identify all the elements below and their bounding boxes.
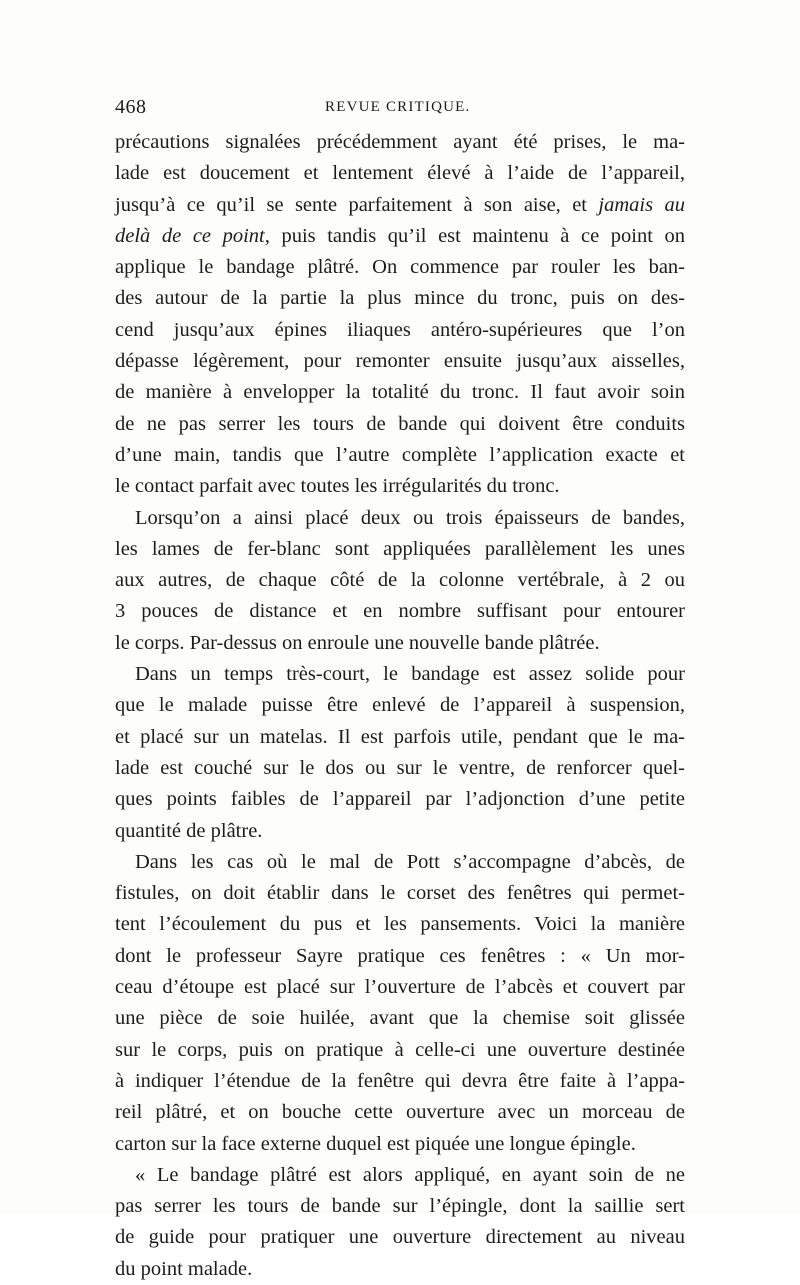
text-line bbox=[115, 1066, 685, 1097]
text-line bbox=[115, 440, 685, 471]
line-text: Dans les cas où le mal de Pott s’accompagne d’abcès, de bbox=[135, 850, 685, 873]
paragraph bbox=[115, 127, 685, 503]
line-text: « Le bandage plâtré est alors appliqué, en ayant soin de ne bbox=[135, 1163, 685, 1186]
paragraph bbox=[115, 1160, 685, 1285]
line-text: Dans un temps très-court, le bandage est assez solide pour bbox=[135, 663, 685, 686]
line-text: 3 pouces de distance et en nombre suffisant pour entourer bbox=[115, 600, 685, 623]
text-line bbox=[115, 1254, 685, 1285]
text-line bbox=[115, 1191, 685, 1222]
italic-text: delà de ce point, bbox=[115, 224, 270, 247]
line-text: cend jusqu’aux épines iliaques antéro-supérieures que l’on bbox=[115, 318, 685, 341]
running-head bbox=[115, 96, 685, 126]
line-text: tent l’écoulement du pus et les pansements. Voici la manière bbox=[115, 913, 685, 936]
text-line bbox=[115, 596, 685, 627]
text-line bbox=[115, 753, 685, 784]
text-line bbox=[115, 346, 685, 377]
text-line bbox=[115, 377, 685, 408]
italic-text: jamais au bbox=[598, 193, 685, 216]
text-line bbox=[115, 659, 685, 690]
text-line bbox=[115, 534, 685, 565]
line-text: de guide pour pratiquer une ouverture directement au niveau bbox=[115, 1226, 685, 1249]
text-line bbox=[115, 127, 685, 158]
text-line bbox=[115, 1003, 685, 1034]
text-line bbox=[115, 315, 685, 346]
paragraph bbox=[115, 503, 685, 659]
line-text: sur le corps, puis on pratique à celle-ci une ouverture destinée bbox=[115, 1038, 685, 1061]
line-text: que le malade puisse être enlevé de l’appareil à suspension, bbox=[115, 694, 685, 717]
line-text: dépasse légèrement, pour remonter ensuite jusqu’aux aisselles, bbox=[115, 350, 685, 373]
line-text: lade est couché sur le dos ou sur le ventre, de renforcer quel- bbox=[115, 756, 685, 779]
line-text: une pièce de soie huilée, avant que la chemise soit glissée bbox=[115, 1007, 685, 1030]
text-line bbox=[115, 690, 685, 721]
line-text: pas serrer les tours de bande sur l’épingle, dont la saillie sert bbox=[115, 1195, 685, 1218]
text-line bbox=[115, 503, 685, 534]
line-text: Lorsqu’on a ainsi placé deux ou trois épaisseurs de bandes, bbox=[135, 506, 685, 529]
line-text: précautions signalées précédemment ayant été prises, le ma- bbox=[115, 131, 685, 153]
text-line bbox=[115, 158, 685, 189]
line-text: à indiquer l’étendue de la fenêtre qui devra être faite à l’appa- bbox=[115, 1069, 685, 1092]
line-text: carton sur la face externe duquel est piquée une longue épingle. bbox=[115, 1132, 636, 1155]
text-line bbox=[115, 221, 685, 252]
line-text: ceau d’étoupe est placé sur l’ouverture de l’abcès et couvert par bbox=[115, 976, 685, 999]
line-text: et placé sur un matelas. Il est parfois utile, pendant que le ma- bbox=[115, 725, 685, 748]
line-text: dont le professeur Sayre pratique ces fenêtres : « Un mor- bbox=[115, 944, 685, 967]
text-line bbox=[115, 847, 685, 878]
line-text: le corps. Par-dessus on enroule une nouvelle bande plâtrée. bbox=[115, 631, 600, 654]
line-text: fistules, on doit établir dans le corset des fenêtres qui permet- bbox=[115, 882, 685, 905]
line-text: jusqu’à ce qu’il se sente parfaitement à son aise, et bbox=[115, 193, 599, 216]
text-line bbox=[115, 190, 685, 221]
text-line bbox=[115, 1129, 685, 1160]
line-text: de ne pas serrer les tours de bande qui doivent être conduits bbox=[115, 412, 685, 435]
text-line bbox=[115, 816, 685, 847]
text-line bbox=[115, 722, 685, 753]
line-text: lade est doucement et lentement élevé à l’aide de l’appareil, bbox=[115, 162, 685, 185]
line-text: des autour de la partie la plus mince du tronc, puis on des- bbox=[115, 287, 685, 310]
line-text: applique le bandage plâtré. On commence par rouler les ban- bbox=[115, 256, 685, 279]
line-text: reil plâtré, et on bouche cette ouverture avec un morceau de bbox=[115, 1101, 685, 1124]
body-text bbox=[115, 127, 685, 1285]
line-text: quantité de plâtre. bbox=[115, 819, 263, 842]
text-line bbox=[115, 471, 685, 502]
text-line bbox=[115, 252, 685, 283]
text-line bbox=[115, 409, 685, 440]
text-line bbox=[115, 1035, 685, 1066]
text-line bbox=[115, 283, 685, 314]
page-number: 468 bbox=[115, 96, 147, 118]
line-text: d’une main, tandis que l’autre complète l’application exacte et bbox=[115, 443, 685, 466]
text-line bbox=[115, 909, 685, 940]
line-text: de manière à envelopper la totalité du tronc. Il faut avoir soin bbox=[115, 381, 685, 404]
paragraph bbox=[115, 659, 685, 847]
text-line bbox=[115, 1097, 685, 1128]
text-line bbox=[115, 565, 685, 596]
text-line bbox=[115, 1160, 685, 1191]
text-line bbox=[115, 972, 685, 1003]
paragraph bbox=[115, 847, 685, 1160]
line-text: les lames de fer-blanc sont appliquées parallèlement les unes bbox=[115, 537, 685, 560]
text-line bbox=[115, 628, 685, 659]
text-line bbox=[115, 941, 685, 972]
text-line bbox=[115, 784, 685, 815]
text-line bbox=[115, 878, 685, 909]
line-text: du point malade. bbox=[115, 1257, 253, 1280]
line-text: ques points faibles de l’appareil par l’adjonction d’une petite bbox=[115, 788, 685, 811]
line-text: aux autres, de chaque côté de la colonne vertébrale, à 2 ou bbox=[115, 569, 685, 592]
line-text: puis tandis qu’il est maintenu à ce point on bbox=[269, 224, 686, 247]
running-title: REVUE CRITIQUE. bbox=[325, 99, 471, 115]
line-text: le contact parfait avec toutes les irrégularités du tronc. bbox=[115, 475, 560, 498]
text-line bbox=[115, 1222, 685, 1253]
